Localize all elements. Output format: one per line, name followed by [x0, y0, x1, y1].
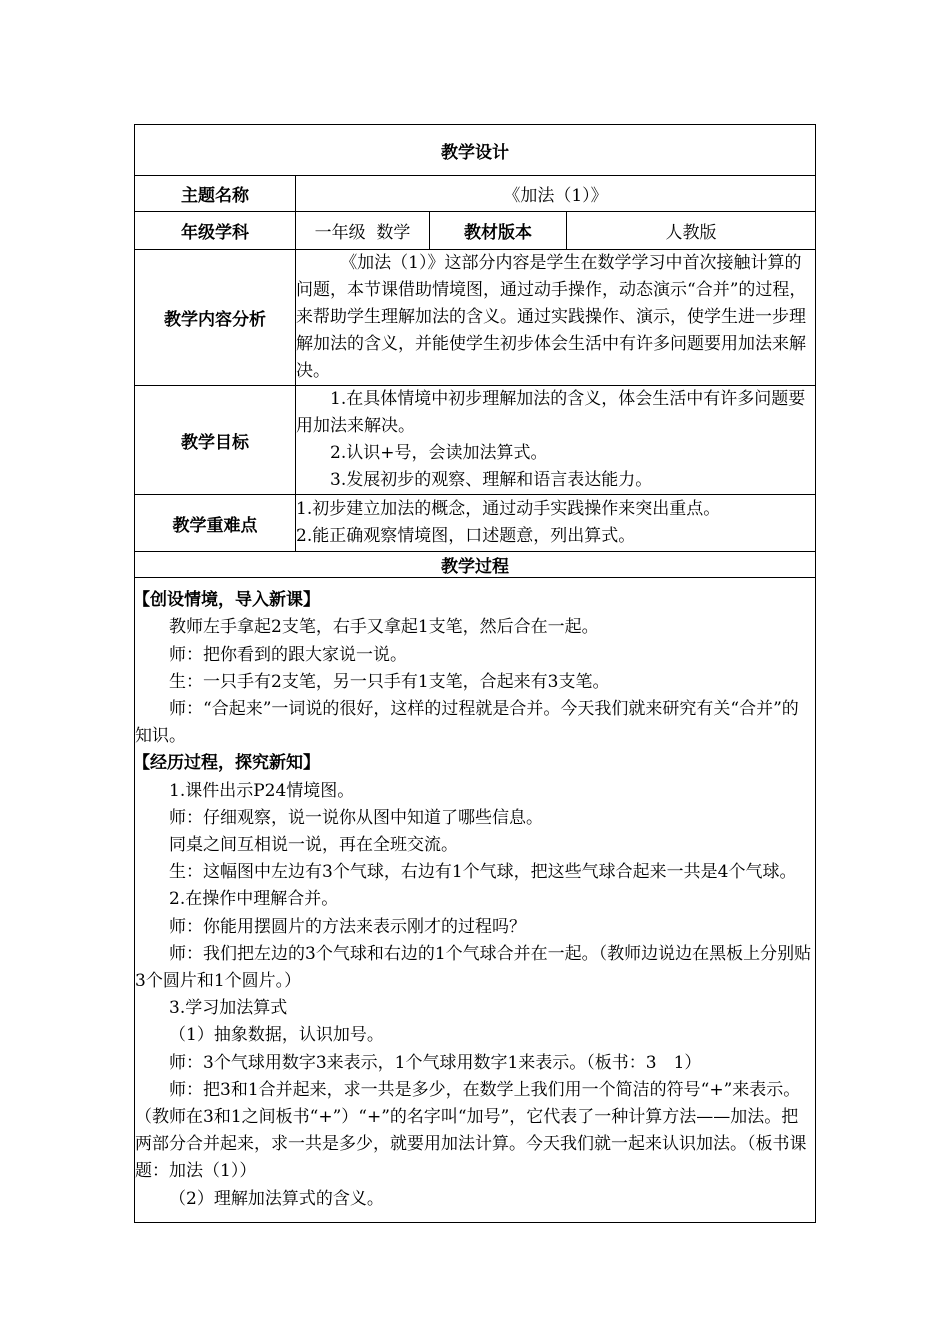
process-line: 教师左手拿起2支笔，右手又拿起1支笔，然后合在一起。 [169, 617, 599, 638]
objective-item: 2.认识+号，会读加法算式。 [330, 443, 548, 463]
process-line: 生：一只手有2支笔，另一只手有1支笔，合起来有3支笔。 [169, 671, 610, 692]
lesson-plan-table [134, 124, 816, 1223]
content-analysis-text: 《加法（1）》这部分内容是学生在数学学习中首次接触计算的问题，本节课借助情境图，通过动手操作，动态演示“合并”的过程，来帮助学生理解加法的含义。通过实践操作、演示，使学生进一步理解加法的含义，并能使学生初步体会生活中有许多问题要用加法来解决。 [296, 253, 807, 381]
objectives-label: 教学目标 [135, 386, 296, 495]
key-points-cell [296, 495, 816, 552]
table-title: 教学设计 [135, 125, 816, 176]
process-line: 师：3个气球用数字3来表示，1个气球用数字1来表示。（板书：3 1） [169, 1052, 702, 1073]
process-line: 师：“合起来”一词说的很好，这样的过程就是合并。今天我们就来研究有关“合并”的知识。 [135, 698, 799, 747]
section-heading: 【创设情境，导入新课】 [133, 590, 320, 611]
section-heading: 【经历过程，探究新知】 [133, 753, 320, 774]
key-point-item: 1.初步建立加法的概念，通过动手实践操作来突出重点。 [296, 499, 721, 519]
process-line: 师：我们把左边的3个气球和右边的1个气球合并在一起。（教师边说边在黑板上分别贴3个圆片和1个圆片。） [135, 943, 812, 991]
process-line: 2.在操作中理解合并。 [169, 889, 339, 910]
key-points-label: 教学重难点 [135, 495, 296, 552]
grade-label: 年级学科 [135, 212, 296, 250]
process-line: 师：你能用摆圆片的方法来表示刚才的过程吗？ [169, 916, 526, 937]
process-line: 1.课件出示P24情境图。 [169, 780, 355, 801]
objectives-cell [296, 386, 816, 495]
content-analysis-cell [296, 250, 816, 386]
process-line: 生：这幅图中左边有3个气球，右边有1个气球，把这些气球合起来一共是4个气球。 [169, 862, 797, 883]
topic-label: 主题名称 [135, 176, 296, 212]
process-line: 同桌之间互相说一说，再在全班交流。 [169, 834, 458, 855]
process-line: （1）抽象数据，认识加号。 [169, 1025, 384, 1046]
edition-value: 人教版 [567, 212, 816, 250]
process-line: 师：仔细观察，说一说你从图中知道了哪些信息。 [169, 807, 543, 828]
topic-value: 《加法（1）》 [296, 176, 816, 212]
process-heading: 教学过程 [135, 552, 816, 578]
key-point-item: 2.能正确观察情境图，口述题意，列出算式。 [296, 526, 636, 546]
content-analysis-label: 教学内容分析 [135, 250, 296, 386]
process-line: 师：把3和1合并起来，求一共是多少，在数学上我们用一个简洁的符号“+”来表示。（教师在3和1之间板书“+”）“+”的名字叫“加号”，它代表了一种计算方法——加法。把两部分合并起来，求一共是多少，就要用加法计算。今天我们就一起来认识加法。（板书课题：加法（1）） [135, 1079, 807, 1182]
edition-label: 教材版本 [430, 212, 567, 250]
process-line: （2）理解加法算式的含义。 [169, 1188, 384, 1209]
process-line: 3.学习加法算式 [169, 998, 288, 1019]
objective-item: 3.发展初步的观察、理解和语言表达能力。 [330, 470, 653, 490]
grade-value: 一年级 数学 [296, 212, 430, 250]
objective-item: 1.在具体情境中初步理解加法的含义，体会生活中有许多问题要用加法来解决。 [296, 389, 806, 436]
process-body [135, 578, 816, 1223]
process-line: 师：把你看到的跟大家说一说。 [169, 644, 407, 665]
